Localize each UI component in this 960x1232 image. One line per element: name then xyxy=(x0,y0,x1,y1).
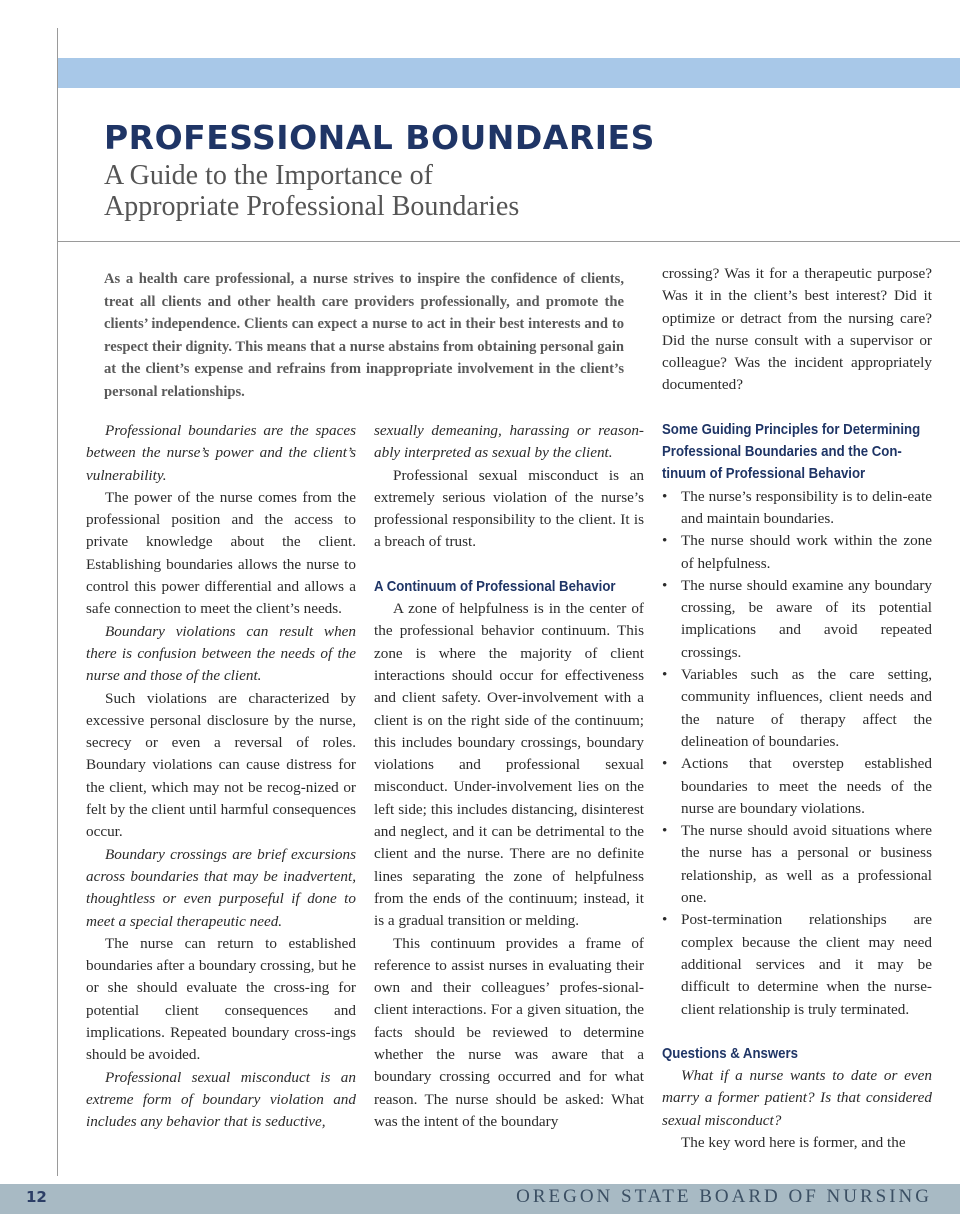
col1-paragraph-3: Boundary violations can result when there is confusion between the needs of the nurse and those of the client. xyxy=(86,622,356,685)
col2-paragraph-2: Professional sexual misconduct is an extremely serious violation of the nurse’s professional responsibility to the client. It is a breach of trust. xyxy=(374,466,644,551)
col1-paragraph-4: Such violations are characterized by excessive personal disclosure by the nurse, secrecy or even a reversal of roles. Boundary violations can cause distress for the client, which may not be recog-nized or felt by the client until harmful consequences occur. xyxy=(86,689,356,841)
bullet-icon: • xyxy=(662,911,668,929)
page-number: 12 xyxy=(26,1188,47,1206)
bullet-icon: • xyxy=(662,822,668,840)
section-heading-guiding-principles: Some Guiding Principles for Determining Professional Boundaries and the Con-tinuum of Professional Behavior xyxy=(662,420,921,483)
qa-question: What if a nurse wants to date or even marry a former patient? Is that considered sexual misconduct? xyxy=(662,1067,932,1129)
column-3 xyxy=(662,263,932,1154)
intro-paragraph: As a health care professional, a nurse strives to inspire the confidence of clients, treat all clients and other health care providers professionally, and promote the clients’ independence. Clients can expect a nurse to act in their best interests and to respect their dignity. This means that a nurse abstains from obtaining personal gain at the client’s expense and refrains from inappropriate involvement in the client’s personal relationships. xyxy=(104,271,624,400)
bullet-icon: • xyxy=(662,755,668,773)
list-item: • The nurse’s responsibility is to delin-eate and maintain boundaries. xyxy=(662,487,932,527)
bullet-icon: • xyxy=(662,532,668,550)
list-item: • The nurse should examine any boundary crossing, be aware of its potential implications and avoid repeated crossings. xyxy=(662,576,932,661)
footer-organization: OREGON STATE BOARD OF NURSING xyxy=(516,1186,932,1207)
bullet-icon: • xyxy=(662,487,668,505)
bullet-icon: • xyxy=(662,666,668,684)
list-item: • The nurse should avoid situations where the nurse has a personal or business relationship, as well as a professional one. xyxy=(662,822,932,907)
page-subtitle xyxy=(104,160,519,222)
list-item: • Actions that overstep established boundaries to meet the needs of the nurse are boundary violations. xyxy=(662,755,932,817)
col2-paragraph-1: sexually demeaning, harassing or reason-ably interpreted as sexual by the client. xyxy=(374,422,644,462)
guiding-principles-list xyxy=(662,486,932,1021)
list-item: • Post-termination relationships are complex because the client may need additional services and it may be difficult to determine when the nurse-client relationship is truly terminated. xyxy=(662,911,932,1018)
section-heading-continuum: A Continuum of Professional Behavior xyxy=(374,577,616,595)
column-1 xyxy=(86,420,356,1134)
col1-paragraph-1: Professional boundaries are the spaces between the nurse’s power and the client’s vulnerability. xyxy=(86,422,356,484)
header-accent-bar xyxy=(58,58,960,88)
col1-paragraph-2: The power of the nurse comes from the professional position and the access to private knowledge about the client. Establishing boundaries allows the nurse to control this power differential and allows a safe connection to meet the client’s needs. xyxy=(86,488,356,618)
spacer xyxy=(374,554,644,576)
column-2 xyxy=(374,420,644,1133)
spacer xyxy=(662,397,932,419)
list-item: • The nurse should work within the zone of helpfulness. xyxy=(662,532,932,572)
subtitle-line-1: A Guide to the Importance of xyxy=(104,160,433,191)
col3-paragraph-1: crossing? Was it for a therapeutic purpose? Was it in the client’s best interest? Did it optimize or detract from the nursing care? Did the nurse consult with a supervisor or colleague? Was the incident appropriately documented? xyxy=(662,265,932,394)
col2-paragraph-3: A zone of helpfulness is in the center of the professional behavior continuum. This zone is where the majority of client interactions should occur for effectiveness and client safety. Over-involvement with a client is on the right side of the continuum; this includes boundary crossings, boundary violations and professional sexual misconduct. Under-involvement lies on the left side; this includes distancing, disinterest and neglect, and it can be detrimental to the client and the nurse. There are no definite lines separating the zone of helpfulness from the ends of the continuum; instead, it is a gradual transition or melding. xyxy=(374,600,644,930)
col2-paragraph-4: This continuum provides a frame of reference to assist nurses in evaluating their own and their colleagues’ profes-sional-client interactions. For a given situation, the facts should be reviewed to determine whether the nurse was aware that a boundary crossing occurred and for what reason. The nurse should be asked: What was the intent of the boundary xyxy=(374,934,644,1130)
section-heading-qa: Questions & Answers xyxy=(662,1044,798,1062)
page-title: PROFESSIONAL BOUNDARIES xyxy=(104,118,655,157)
col1-paragraph-7: Professional sexual misconduct is an extreme form of boundary violation and includes any behavior that is seductive, xyxy=(86,1068,356,1131)
spacer xyxy=(662,1021,932,1043)
list-item: • Variables such as the care setting, community influences, client needs and the nature of therapy affect the delineation of boundaries. xyxy=(662,666,932,750)
bullet-icon: • xyxy=(662,576,668,594)
subtitle-line-2: Appropriate Professional Boundaries xyxy=(104,191,520,222)
col1-paragraph-6: The nurse can return to established boundaries after a boundary crossing, but he or she should evaluate the cross-ing for potential client consequences and implications. Repeated boundary cross-ings should be avoided. xyxy=(86,934,356,1064)
col1-paragraph-5: Boundary crossings are brief excursions across boundaries that may be inadvertent, thoughtless or even purposeful if done to meet a special therapeutic need. xyxy=(86,845,356,930)
qa-answer: The key word here is former, and the xyxy=(681,1133,906,1151)
